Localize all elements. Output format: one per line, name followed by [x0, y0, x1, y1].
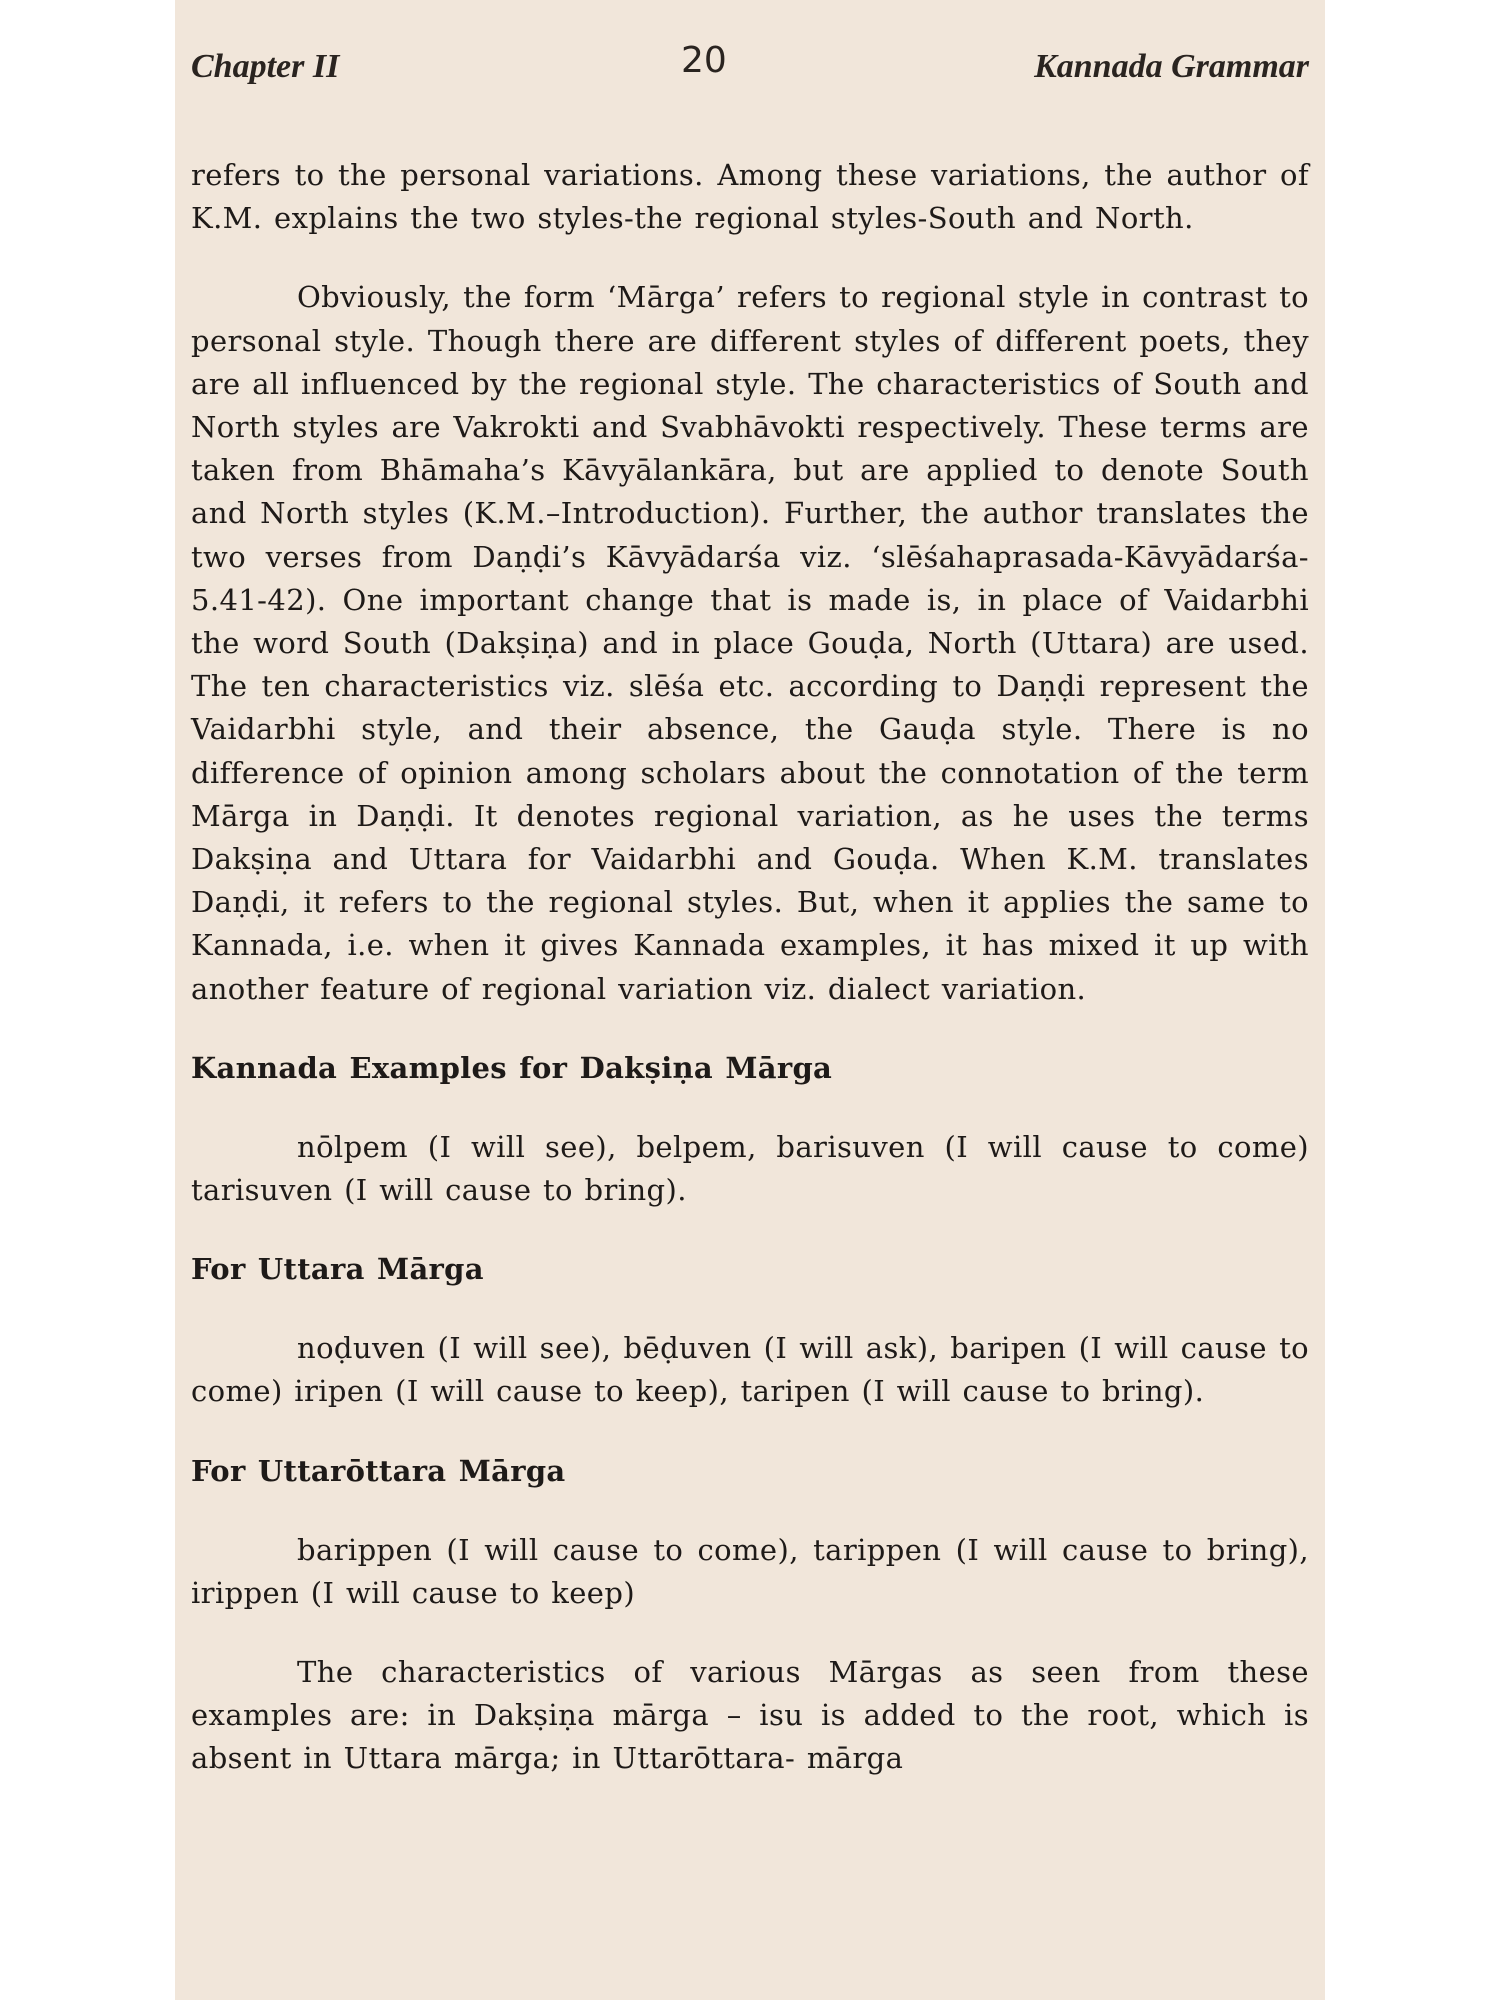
heading-uttarottara-marga: For Uttarōttara Mārga [191, 1453, 566, 1488]
heading-uttara-marga: For Uttara Mārga [191, 1252, 484, 1287]
paragraph-personal-variations: refers to the personal variations. Among these variations, the author of K.M. explains the two styles-the regional styles-South and North. [191, 158, 1309, 236]
paragraph-characteristics: The characteristics of various Mārgas as seen from these examples are: in Dakṣiṇa mārga – isu is added to the root, which is absent in Uttara mārga; in Uttarōttara- mārga [191, 1655, 1309, 1776]
heading-daksina-marga: Kannada Examples for Dakṣiṇa Mārga [191, 1050, 833, 1085]
paragraph-uttarottara-examples: barippen (I will cause to come), tarippen (I will cause to bring), irippen (I will cause to keep) [191, 1532, 1309, 1610]
book-page [175, 0, 1325, 2000]
paragraph-daksina-examples: nōlpem (I will see), belpem, barisuven (I will cause to come) tarisuven (I will cause to bring). [191, 1129, 1309, 1208]
body-text [191, 154, 1309, 1781]
paragraph-marga-regional-style: Obviously, the form ‘Mārga’ refers to regional style in contrast to personal style. Though there are different styles of different poets, they are all influenced by the regional style. The characteristics of South and North styles are Vakrokti and Svabhāvokti respectively. These terms are taken from Bhāmaha’s Kāvyālankāra, but are applied to denote South and North styles (K.M.–Introduction). Further, the author translates the two verses from Daṇḍi’s Kāvyādarśa viz. ‘slēśahaprasada-Kāvyādarśa-5.41-42). One important change that is made is, in place of Vaidarbhi the word South (Dakṣiṇa) and in place Gouḍa, North (Uttara) are used. The ten characteristics viz. slēśa etc. according to Daṇḍi represent the Vaidarbhi style, and their absence, the Gauḍa style. There is no difference of opinion among scholars about the connotation of the term Mārga in Daṇḍi. It denotes regional variation, as he uses the terms Dakṣiṇa and Uttara for Vaidarbhi and Gouḍa. When K.M. translates Daṇḍi, it refers to the regional styles. But, when it applies the same to Kannada, i.e. when it gives Kannada examples, it has mixed it up with another feature of regional variation viz. dialect variation. [191, 280, 1309, 1006]
chapter-label: Chapter II [191, 48, 340, 85]
running-head [191, 40, 1309, 100]
paragraph-uttara-examples: noḍuven (I will see), bēḍuven (I will ask), baripen (I will cause to come) iripen (I will cause to keep), taripen (I will cause to bring). [191, 1331, 1309, 1409]
book-title: Kannada Grammar [1034, 48, 1309, 85]
page-number: 20 [681, 40, 727, 81]
